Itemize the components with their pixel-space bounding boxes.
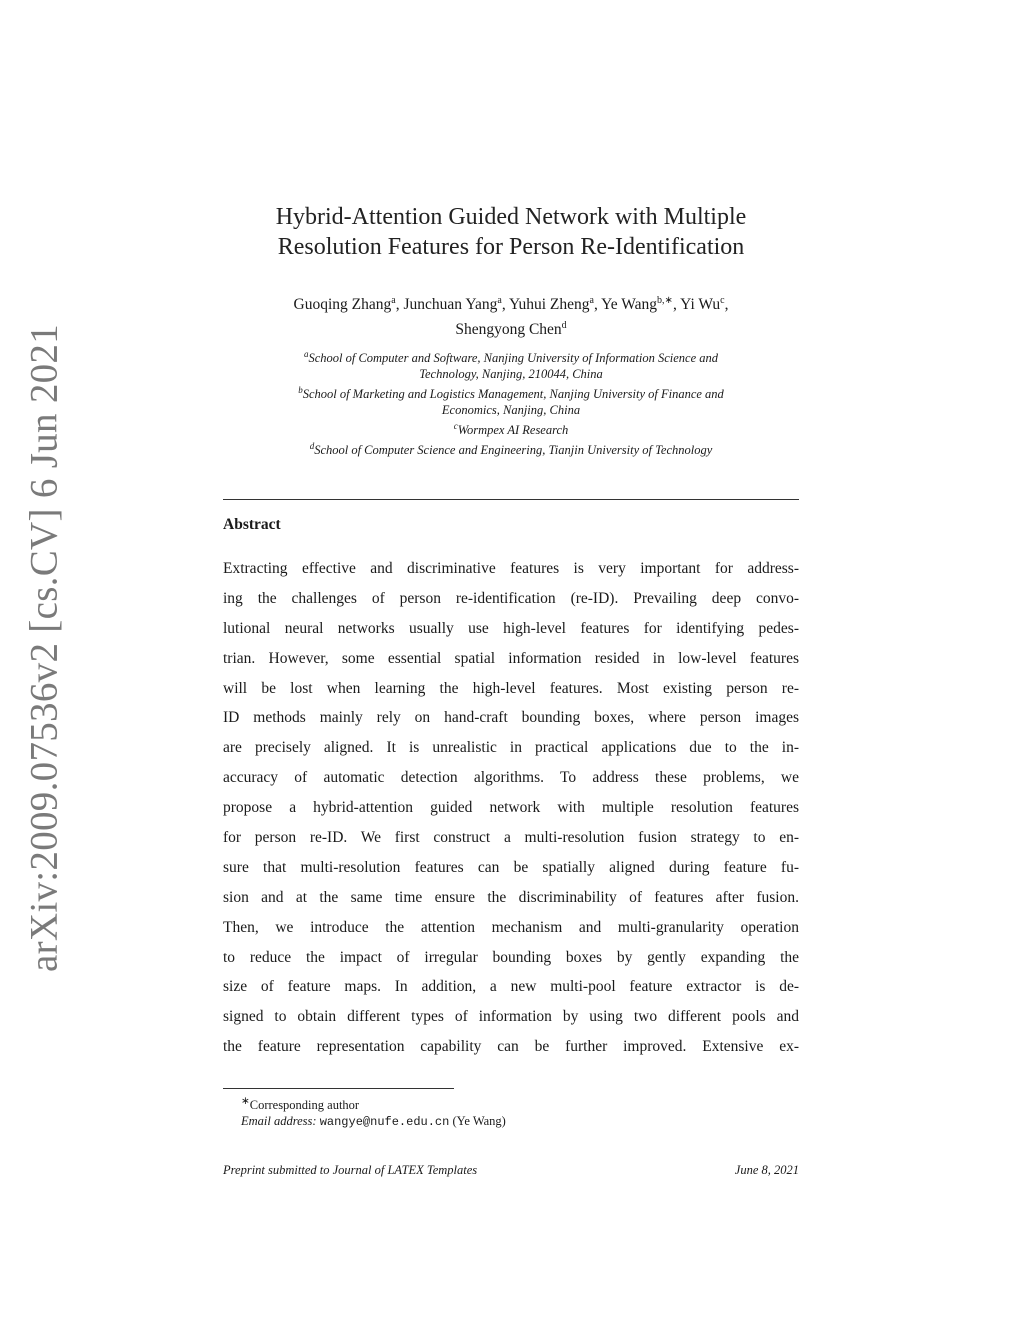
affiliation-text: School of Computer and Software, Nanjing University of Information Science and [308, 351, 719, 366]
email-address-link[interactable]: wangye@nufe.edu.cn [319, 1115, 450, 1130]
abstract-line: lutional neural networks usually use high-level features for identifying pedes- [223, 619, 799, 637]
affiliation-d [223, 438, 799, 458]
affiliation-text: School of Computer Science and Engineering, Tianjin University of Technology [314, 443, 713, 458]
affiliation-text: School of Marketing and Logistics Management, Nanjing University of Finance and [302, 387, 724, 402]
title-line-2: Resolution Features for Person Re-Identification [277, 234, 745, 260]
author-affil-sup: d [561, 320, 567, 332]
abstract-heading: Abstract [223, 516, 281, 533]
abstract-line: propose a hybrid-attention guided network with multiple resolution features [223, 799, 799, 817]
paper-title [223, 202, 799, 262]
affiliation-b-cont: Economics, Nanjing, China [441, 403, 581, 418]
author-name: Yi Wu [680, 296, 721, 314]
abstract-line: the feature representation capability can be further improved. Extensive ex- [223, 1038, 799, 1056]
affiliation-sup: b [298, 385, 303, 396]
affiliation-list [223, 346, 799, 459]
footnote [223, 1094, 799, 1130]
abstract-line: signed to obtain different types of information by using two different pools and [223, 1008, 799, 1026]
abstract-line: ing the challenges of person re-identification (re-ID). Prevailing deep convo- [223, 589, 799, 607]
footer-date: June 8, 2021 [734, 1163, 799, 1177]
footnote-marker: ∗ [241, 1096, 250, 1107]
footnote-text: Corresponding author [249, 1098, 360, 1113]
affiliation-sup: c [453, 421, 458, 432]
footnote-corresponding [223, 1094, 799, 1113]
email-owner: (Ye Wang) [452, 1114, 506, 1129]
author-affil-sup: a [391, 295, 396, 306]
abstract-line: to reduce the impact of irregular bounding boxes by gently expanding the [223, 948, 799, 966]
abstract-line: ID methods mainly rely on hand-craft bounding boxes, where person images [223, 709, 799, 727]
affiliation-text: Wormpex AI Research [457, 423, 569, 438]
abstract-line: are precisely aligned. It is unrealistic in practical applications due to the in- [223, 739, 799, 757]
author-name: Guoqing Zhang [293, 296, 392, 314]
affiliation-c [223, 418, 799, 438]
affiliation-a-cont: Technology, Nanjing, 210044, China [419, 367, 603, 382]
abstract-line: sure that multi-resolution features can be spatially aligned during feature fu- [223, 858, 799, 876]
abstract-body [223, 554, 799, 1062]
author-name: Shengyong Chen [455, 321, 562, 339]
affiliation-sup: d [309, 441, 315, 452]
author-affil-sup: a [589, 295, 594, 306]
abstract-line: Then, we introduce the attention mechanism and multi-granularity operation [223, 918, 799, 936]
author-name: Ye Wang [601, 296, 658, 314]
arxiv-identifier-stamp: arXiv:2009.07536v2 [cs.CV] 6 Jun 2021 [22, 323, 66, 973]
author-line-1: Guoqing Zhang$^a$, Junchuan Yang$^a$, Yuhui Zheng$^a$, Ye Wang$^{b,∗}$, Yi Wu$^c$, [293, 295, 729, 314]
author-name: Yuhui Zheng [509, 296, 590, 314]
abstract-line: size of feature maps. In addition, a new multi-pool feature extractor is de- [223, 978, 799, 996]
author-list [223, 290, 799, 340]
page-footer [223, 1163, 799, 1178]
abstract-line: Extracting effective and discriminative features is very important for address- [223, 560, 799, 577]
abstract-line: will be lost when learning the high-level features. Most existing person re- [223, 679, 799, 697]
affiliation-sup: a [303, 349, 309, 359]
footer-preprint-note: Preprint submitted to Journal of LATEX Templates [223, 1163, 478, 1177]
title-line-1: Hybrid-Attention Guided Network with Multiple [275, 204, 747, 230]
abstract-line: for person re-ID. We first construct a multi-resolution fusion strategy to en- [223, 829, 799, 847]
author-affil-sup: c [720, 295, 725, 306]
affiliation-b [223, 382, 799, 402]
author-affil-sup: a [497, 295, 502, 306]
email-label: Email address: [241, 1114, 317, 1129]
abstract-line: accuracy of automatic detection algorithms. To address these problems, we [223, 769, 799, 787]
footnote-rule [223, 1088, 454, 1089]
author-affil-sup: b,∗ [657, 295, 673, 306]
affiliation-a [223, 346, 799, 366]
abstract-top-rule [223, 499, 799, 500]
author-name: Junchuan Yang [403, 296, 498, 314]
author-line-2 [223, 315, 799, 340]
footnote-email-line [223, 1113, 799, 1130]
abstract-line: sion and at the same time ensure the discriminability of features after fusion. [223, 888, 799, 906]
abstract-line: trian. However, some essential spatial information resided in low-level features [223, 649, 799, 667]
